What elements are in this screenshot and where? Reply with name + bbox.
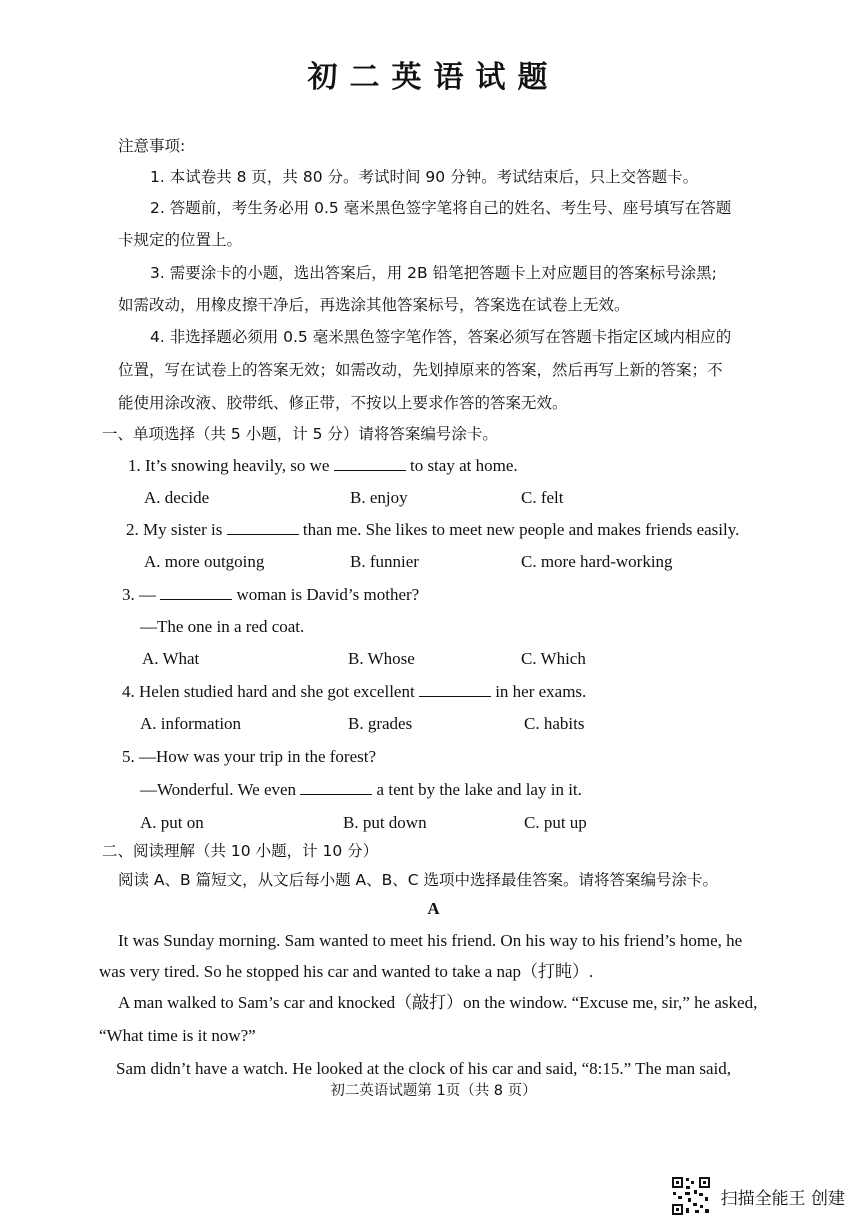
- question-5-reply: [140, 780, 582, 800]
- notice-line: 能使用涂改液、胶带纸、修正带，不按以上要求作答的答案无效。: [118, 394, 568, 412]
- qr-code-icon: [671, 1176, 711, 1216]
- notice-line: 卡规定的位置上。: [118, 231, 243, 249]
- option-c: C. habits: [524, 714, 585, 733]
- question-text: than me. She likes to meet new people and makes friends easily.: [302, 520, 740, 539]
- option-b: B. put down: [343, 813, 427, 832]
- passage-line: Sam didn’t have a watch. He looked at the clock of his car and said, “8:15.” The man said,: [116, 1059, 731, 1078]
- notice-heading: 注意事项:: [118, 137, 186, 155]
- scanner-watermark: [671, 1176, 845, 1216]
- option-a: A. put on: [140, 813, 204, 832]
- option-c: C. more hard-working: [521, 552, 673, 571]
- question-5: 5. —How was your trip in the forest?: [122, 747, 377, 766]
- section1-heading: 一、单项选择（共 5 小题，计 5 分）请将答案编号涂卡。: [102, 425, 498, 443]
- answer-blank: [334, 456, 406, 471]
- question-text: to stay at home.: [409, 456, 518, 475]
- notice-line: 2. 答题前，考生务必用 0.5 毫米黑色签字笔将自己的姓名、考生号、座号填写在答题: [150, 199, 732, 217]
- question-text: a tent by the lake and lay in it.: [376, 780, 582, 799]
- section2-heading: 二、阅读理解（共 10 小题，计 10 分）: [102, 842, 379, 860]
- question-4: [122, 682, 586, 702]
- passage-line: “What time is it now?”: [99, 1026, 256, 1045]
- passage-line: was very tired. So he stopped his car and wanted to take a nap（打盹）.: [99, 962, 594, 981]
- section2-instruction: 阅读 A、B 篇短文，从文后每小题 A、B、C 选项中选择最佳答案。请将答案编号涂卡。: [118, 871, 719, 889]
- option-a: A. What: [142, 649, 200, 668]
- option-a: A. information: [140, 714, 242, 733]
- notice-line: 1. 本试卷共 8 页，共 80 分。考试时间 90 分钟。考试结束后，只上交答题卡。: [150, 168, 699, 186]
- option-c: C. put up: [524, 813, 587, 832]
- option-a: A. more outgoing: [144, 552, 265, 571]
- page-title: 初二英语试题: [307, 60, 560, 95]
- question-text: woman is David’s mother?: [236, 585, 420, 604]
- question-text: 4. Helen studied hard and she got excellent: [122, 682, 415, 701]
- answer-blank: [160, 585, 232, 600]
- question-2: [126, 520, 739, 540]
- option-c: C. Which: [521, 649, 586, 668]
- notice-line: 位置，写在试卷上的答案无效；如需改动，先划掉原来的答案，然后再写上新的答案；不: [118, 361, 723, 379]
- question-3-reply: —The one in a red coat.: [140, 617, 305, 636]
- option-b: B. Whose: [348, 649, 415, 668]
- question-text: 1. It’s snowing heavily, so we: [128, 456, 330, 475]
- answer-blank: [227, 520, 299, 535]
- question-1: [128, 456, 518, 476]
- passage-line: It was Sunday morning. Sam wanted to meet his friend. On his way to his friend’s home, he: [118, 931, 743, 950]
- answer-blank: [419, 682, 491, 697]
- option-a: A. decide: [144, 488, 210, 507]
- option-b: B. funnier: [350, 552, 419, 571]
- watermark-text: 扫描全能王 创建: [720, 1188, 845, 1209]
- notice-line: 3. 需要涂卡的小题，选出答案后，用 2B 铅笔把答题卡上对应题目的答案标号涂黑;: [150, 264, 717, 282]
- page-footer: 初二英语试题第 1页（共 8 页）: [330, 1083, 537, 1099]
- passage-label: A: [427, 899, 440, 918]
- option-b: B. grades: [348, 714, 413, 733]
- notice-line: 如需改动，用橡皮擦干净后，再选涂其他答案标号，答案选在试卷上无效。: [118, 296, 630, 314]
- question-text: —Wonderful. We even: [140, 780, 297, 799]
- option-b: B. enjoy: [350, 488, 408, 507]
- option-c: C. felt: [521, 488, 564, 507]
- question-text: in her exams.: [495, 682, 587, 701]
- passage-line: A man walked to Sam’s car and knocked（敲打）on the window. “Excuse me, sir,” he asked,: [118, 993, 758, 1012]
- answer-blank: [300, 780, 372, 795]
- question-3: [122, 585, 419, 605]
- question-text: 2. My sister is: [126, 520, 223, 539]
- notice-line: 4. 非选择题必须用 0.5 毫米黑色签字笔作答，答案必须写在答题卡指定区域内相应的: [150, 328, 732, 346]
- question-text: 3. —: [122, 585, 156, 604]
